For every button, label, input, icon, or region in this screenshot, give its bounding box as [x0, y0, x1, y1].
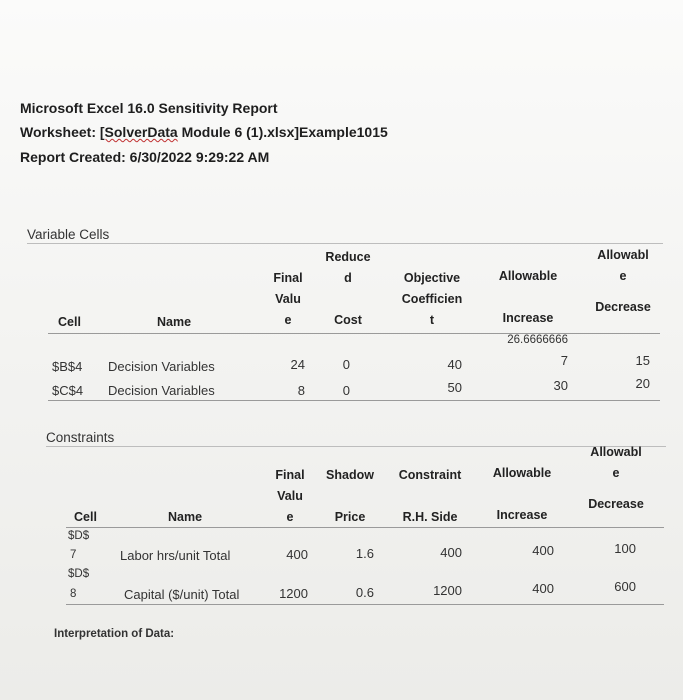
c-header-constraint-rhs: Constraint R.H. Side: [398, 468, 462, 524]
vc-header-name: Name: [157, 315, 192, 329]
c-row1-shadow: 1.6: [355, 546, 374, 561]
variable-cells-top-rule: [27, 243, 663, 244]
c-row1-decrease: 100: [614, 541, 636, 556]
vc-header-final-value: Final Valu e: [273, 271, 303, 327]
c-bottom-rule: [66, 604, 664, 605]
worksheet-label: Worksheet:: [20, 124, 100, 140]
c-header-final-value: Final Valu e: [275, 468, 305, 524]
constraints-top-rule: [46, 446, 666, 447]
variable-cells-title: Variable Cells: [27, 227, 110, 242]
report-worksheet: [20, 124, 388, 140]
vc-row2-increase: 30: [553, 378, 568, 393]
vc-row2-final: 8: [297, 383, 305, 398]
c-row1-cell-top: $D$: [68, 530, 90, 542]
vc-header-rule: [48, 333, 660, 334]
report-created: Report Created: 6/30/2022 9:29:22 AM: [20, 149, 270, 165]
c-row2-final: 1200: [279, 586, 308, 601]
vc-header-allowable-decrease: Allowabl e Decrease: [595, 248, 651, 314]
vc-row2-cell: $C$4: [52, 383, 84, 398]
c-row2-decrease: 600: [614, 579, 636, 594]
worksheet-rest: Module 6 (1).xlsx]Example1015: [177, 124, 388, 140]
vc-row1-increase: 7: [560, 353, 568, 368]
c-row2-shadow: 0.6: [355, 585, 374, 600]
vc-row2-decrease: 20: [635, 376, 650, 391]
c-row1-increase: 400: [532, 543, 554, 558]
worksheet-file: [SolverData: [99, 124, 178, 140]
vc-row2-objective: 50: [447, 380, 462, 395]
c-header-shadow-price: Shadow Price: [326, 468, 374, 524]
vc-header-cell: Cell: [58, 315, 81, 329]
c-row2-name: Capital ($/unit) Total: [124, 587, 240, 602]
vc-header-objective-coefficient: Objective Coefficien t: [401, 271, 463, 327]
c-header-rule: [66, 527, 664, 528]
c-row1-cell-bottom: 7: [70, 549, 77, 561]
c-row2-increase: 400: [532, 581, 554, 596]
c-header-name: Name: [168, 510, 203, 524]
vc-row1-decrease: 15: [635, 353, 650, 368]
vc-header-reduced-cost: Reduce d Cost: [325, 250, 371, 327]
c-row1-name: Labor hrs/unit Total: [120, 548, 231, 563]
vc-row1-cell: $B$4: [52, 359, 83, 374]
vc-row1-final: 24: [290, 357, 305, 372]
report-title: Microsoft Excel 16.0 Sensitivity Report: [20, 100, 278, 116]
c-header-cell: Cell: [74, 510, 97, 524]
c-header-allowable-decrease: Allowabl e Decrease: [588, 445, 644, 511]
c-header-allowable-increase: Allowable Increase: [492, 466, 552, 522]
vc-header-allowable-increase: Allowable Increase: [498, 269, 558, 325]
vc-row1-name: Decision Variables: [108, 359, 215, 374]
c-row1-final: 400: [286, 547, 308, 562]
c-row2-rhs: 1200: [433, 583, 462, 598]
c-row2-cell-top: $D$: [68, 568, 90, 580]
interpretation-label: Interpretation of Data:: [54, 628, 175, 640]
constraints-title: Constraints: [46, 430, 115, 445]
vc-row1-increase-top: 26.6666666: [507, 334, 568, 346]
vc-row1-reduced: 0: [342, 357, 350, 372]
vc-row2-name: Decision Variables: [108, 383, 215, 398]
vc-row1-objective: 40: [447, 357, 462, 372]
vc-row2-reduced: 0: [342, 383, 350, 398]
c-row1-rhs: 400: [440, 545, 462, 560]
c-row2-cell-bottom: 8: [70, 588, 77, 600]
vc-bottom-rule: [48, 400, 660, 401]
